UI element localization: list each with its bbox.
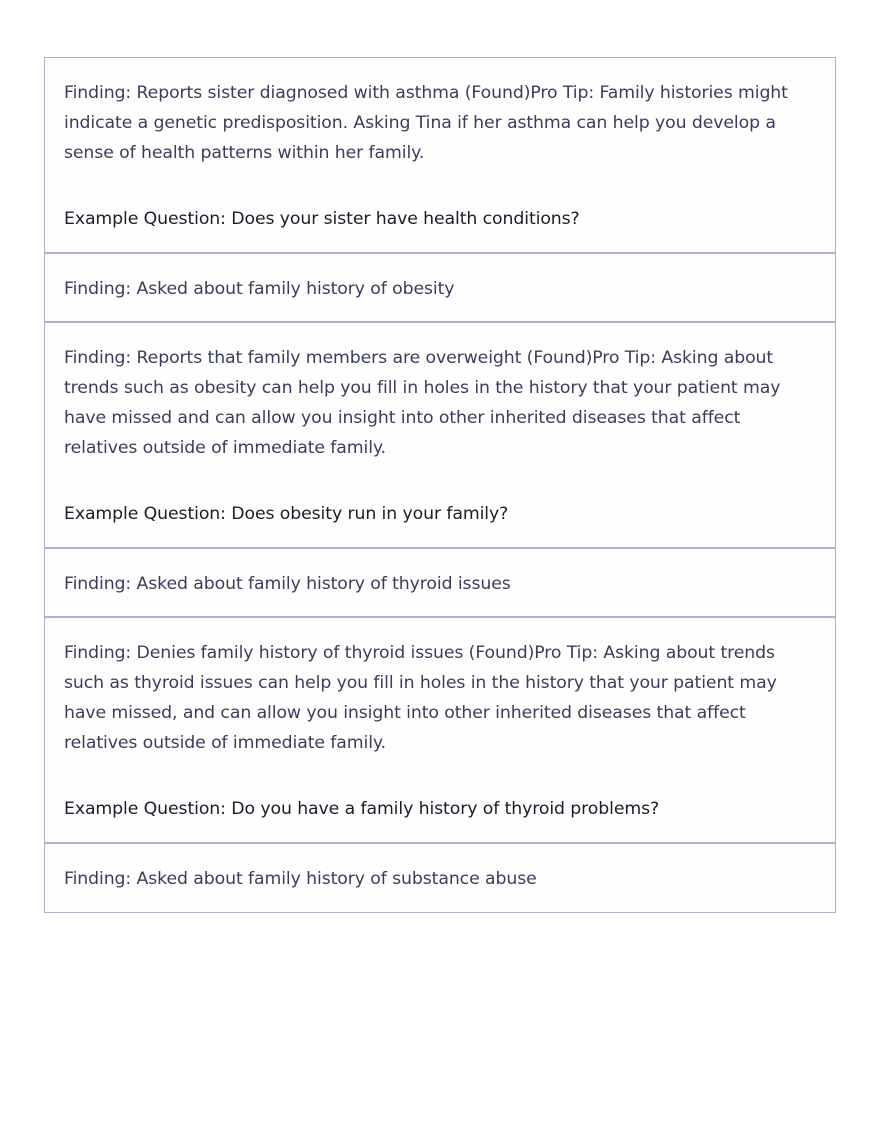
finding-row (45, 618, 835, 844)
finding-text: Finding: Reports sister diagnosed with asthma (Found)Pro Tip: Family histories might indicate a genetic predisposition. Asking Tina if her asthma can help you develop a sense of health patterns within her family. (64, 83, 788, 163)
finding-row (45, 323, 835, 549)
example-question: Example Question: Does your sister have health conditions? (64, 209, 580, 229)
finding-text: Finding: Asked about family history of obesity (64, 279, 455, 299)
finding-row (45, 844, 835, 913)
finding-text: Finding: Asked about family history of thyroid issues (64, 574, 511, 594)
finding-row (45, 549, 835, 618)
example-question: Example Question: Does obesity run in your family? (64, 504, 509, 524)
finding-text: Finding: Asked about family history of substance abuse (64, 869, 537, 889)
finding-row (45, 58, 835, 254)
finding-row (45, 254, 835, 323)
finding-text: Finding: Reports that family members are overweight (Found)Pro Tip: Asking about trends such as obesity can help you fill in holes in the history that your patient may have missed and can allow you insight into other inherited diseases that affect relatives outside of immediate family. (64, 348, 781, 458)
findings-table (44, 57, 836, 913)
example-question: Example Question: Do you have a family history of thyroid problems? (64, 799, 660, 819)
finding-text: Finding: Denies family history of thyroid issues (Found)Pro Tip: Asking about trends such as thyroid issues can help you fill in holes in the history that your patient may have missed, and can allow you insight into other inherited diseases that affect relatives outside of immediate family. (64, 643, 777, 753)
